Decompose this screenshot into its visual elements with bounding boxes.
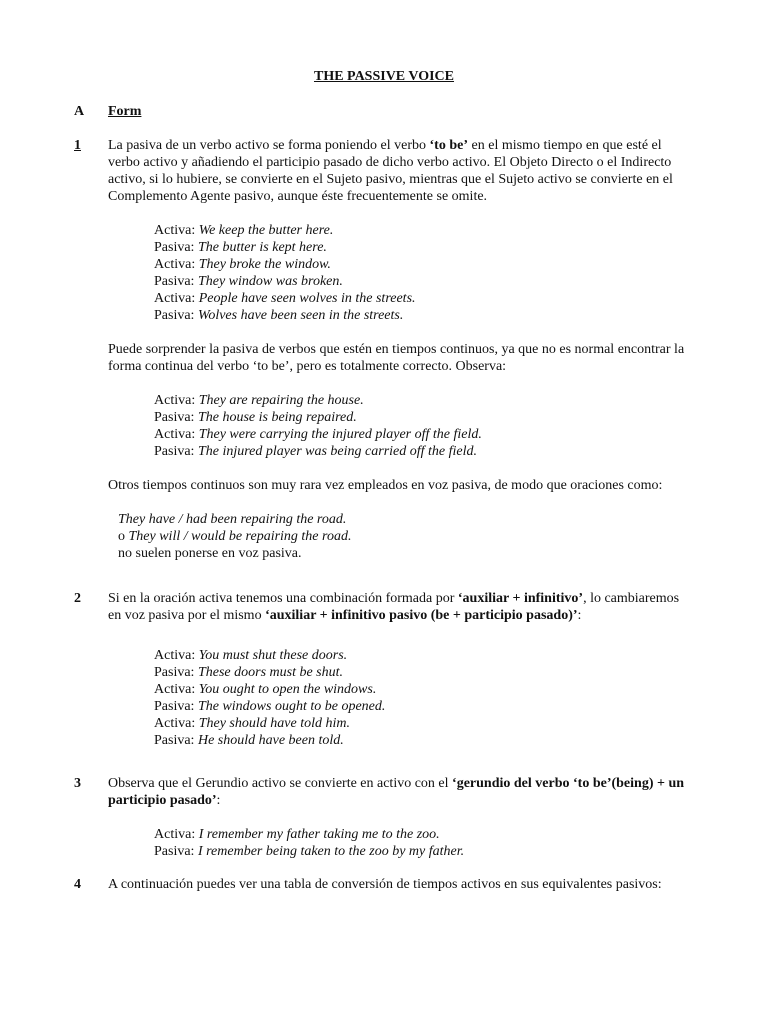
paragraph: A continuación puedes ver una tabla de conversión de tiempos activos en sus equivalentes pasivos: (108, 877, 662, 892)
paragraph: Si en la oración activa tenemos una combinación formada por ‘auxiliar + infinitivo’, lo cambiaremos en voz pasiva por el mismo ‘auxiliar + infinitivo pasivo (be + participio pasado)’: (108, 591, 680, 623)
example-line: Pasiva: I remember being taken to the zoo by my father. (154, 844, 465, 859)
example-line: Activa: They broke the window. (154, 257, 331, 272)
paragraph: La pasiva de un verbo activo se forma poniendo el verbo ‘to be’ en el mismo tiempo en que esté el verbo activo y añadiendo el participio pasado de dicho verbo activo. El Objeto Directo o el Indirecto activo, si lo hubiere, se convierte en el Sujeto pasivo, mientras que el Sujeto activo se convierte en el Complemento Agente pasivo, aunque éste frecuentemente se omite. (108, 138, 673, 204)
example-block (154, 826, 694, 860)
example-line: Activa: I remember my father taking me to the zoo. (154, 827, 440, 842)
section-4 (74, 876, 694, 893)
example-line: Pasiva: The injured player was being carried off the field. (154, 444, 478, 459)
example-line: Activa: They are repairing the house. (154, 393, 364, 408)
section-2 (74, 590, 694, 749)
example-block (118, 511, 694, 562)
example-line: They have / had been repairing the road. (118, 512, 347, 527)
example-line: Pasiva: Wolves have been seen in the streets. (154, 308, 404, 323)
example-line: Pasiva: The butter is kept here. (154, 240, 327, 255)
example-line: Activa: They should have told him. (154, 716, 350, 731)
section-heading: Form (108, 104, 142, 119)
example-line: no suelen ponerse en voz pasiva. (118, 546, 302, 561)
example-line: Pasiva: The house is being repaired. (154, 410, 357, 425)
example-line: Pasiva: They window was broken. (154, 274, 343, 289)
example-line: Activa: You ought to open the windows. (154, 682, 377, 697)
paragraph: Puede sorprender la pasiva de verbos que estén en tiempos continuos, ya que no es normal encontrar la forma continua del verbo ‘to be’, pero es totalmente correcto. Observa: (108, 342, 685, 374)
example-block (154, 647, 694, 749)
example-line: Pasiva: The windows ought to be opened. (154, 699, 386, 714)
page-title: THE PASSIVE VOICE (313, 69, 455, 84)
section-a-heading (74, 103, 694, 120)
section-number: 3 (74, 776, 81, 791)
example-line: Pasiva: He should have been told. (154, 733, 344, 748)
example-line: Activa: They were carrying the injured player off the field. (154, 427, 482, 442)
example-line: Activa: People have seen wolves in the streets. (154, 291, 416, 306)
example-block (154, 392, 694, 460)
section-letter: A (74, 104, 85, 119)
section-number: 2 (74, 591, 81, 606)
paragraph: Observa que el Gerundio activo se convierte en activo con el ‘gerundio del verbo ‘to be’(being) + un participio pasado’: (108, 776, 685, 808)
example-block (154, 222, 694, 324)
example-line: Activa: You must shut these doors. (154, 648, 348, 663)
section-number: 1 (74, 138, 81, 153)
section-1 (74, 137, 694, 562)
section-number: 4 (74, 877, 81, 892)
section-3 (74, 775, 694, 860)
example-line: o They will / would be repairing the road. (118, 529, 352, 544)
example-line: Activa: We keep the butter here. (154, 223, 334, 238)
example-line: Pasiva: These doors must be shut. (154, 665, 344, 680)
paragraph: Otros tiempos continuos son muy rara vez empleados en voz pasiva, de modo que oraciones como: (108, 478, 663, 493)
